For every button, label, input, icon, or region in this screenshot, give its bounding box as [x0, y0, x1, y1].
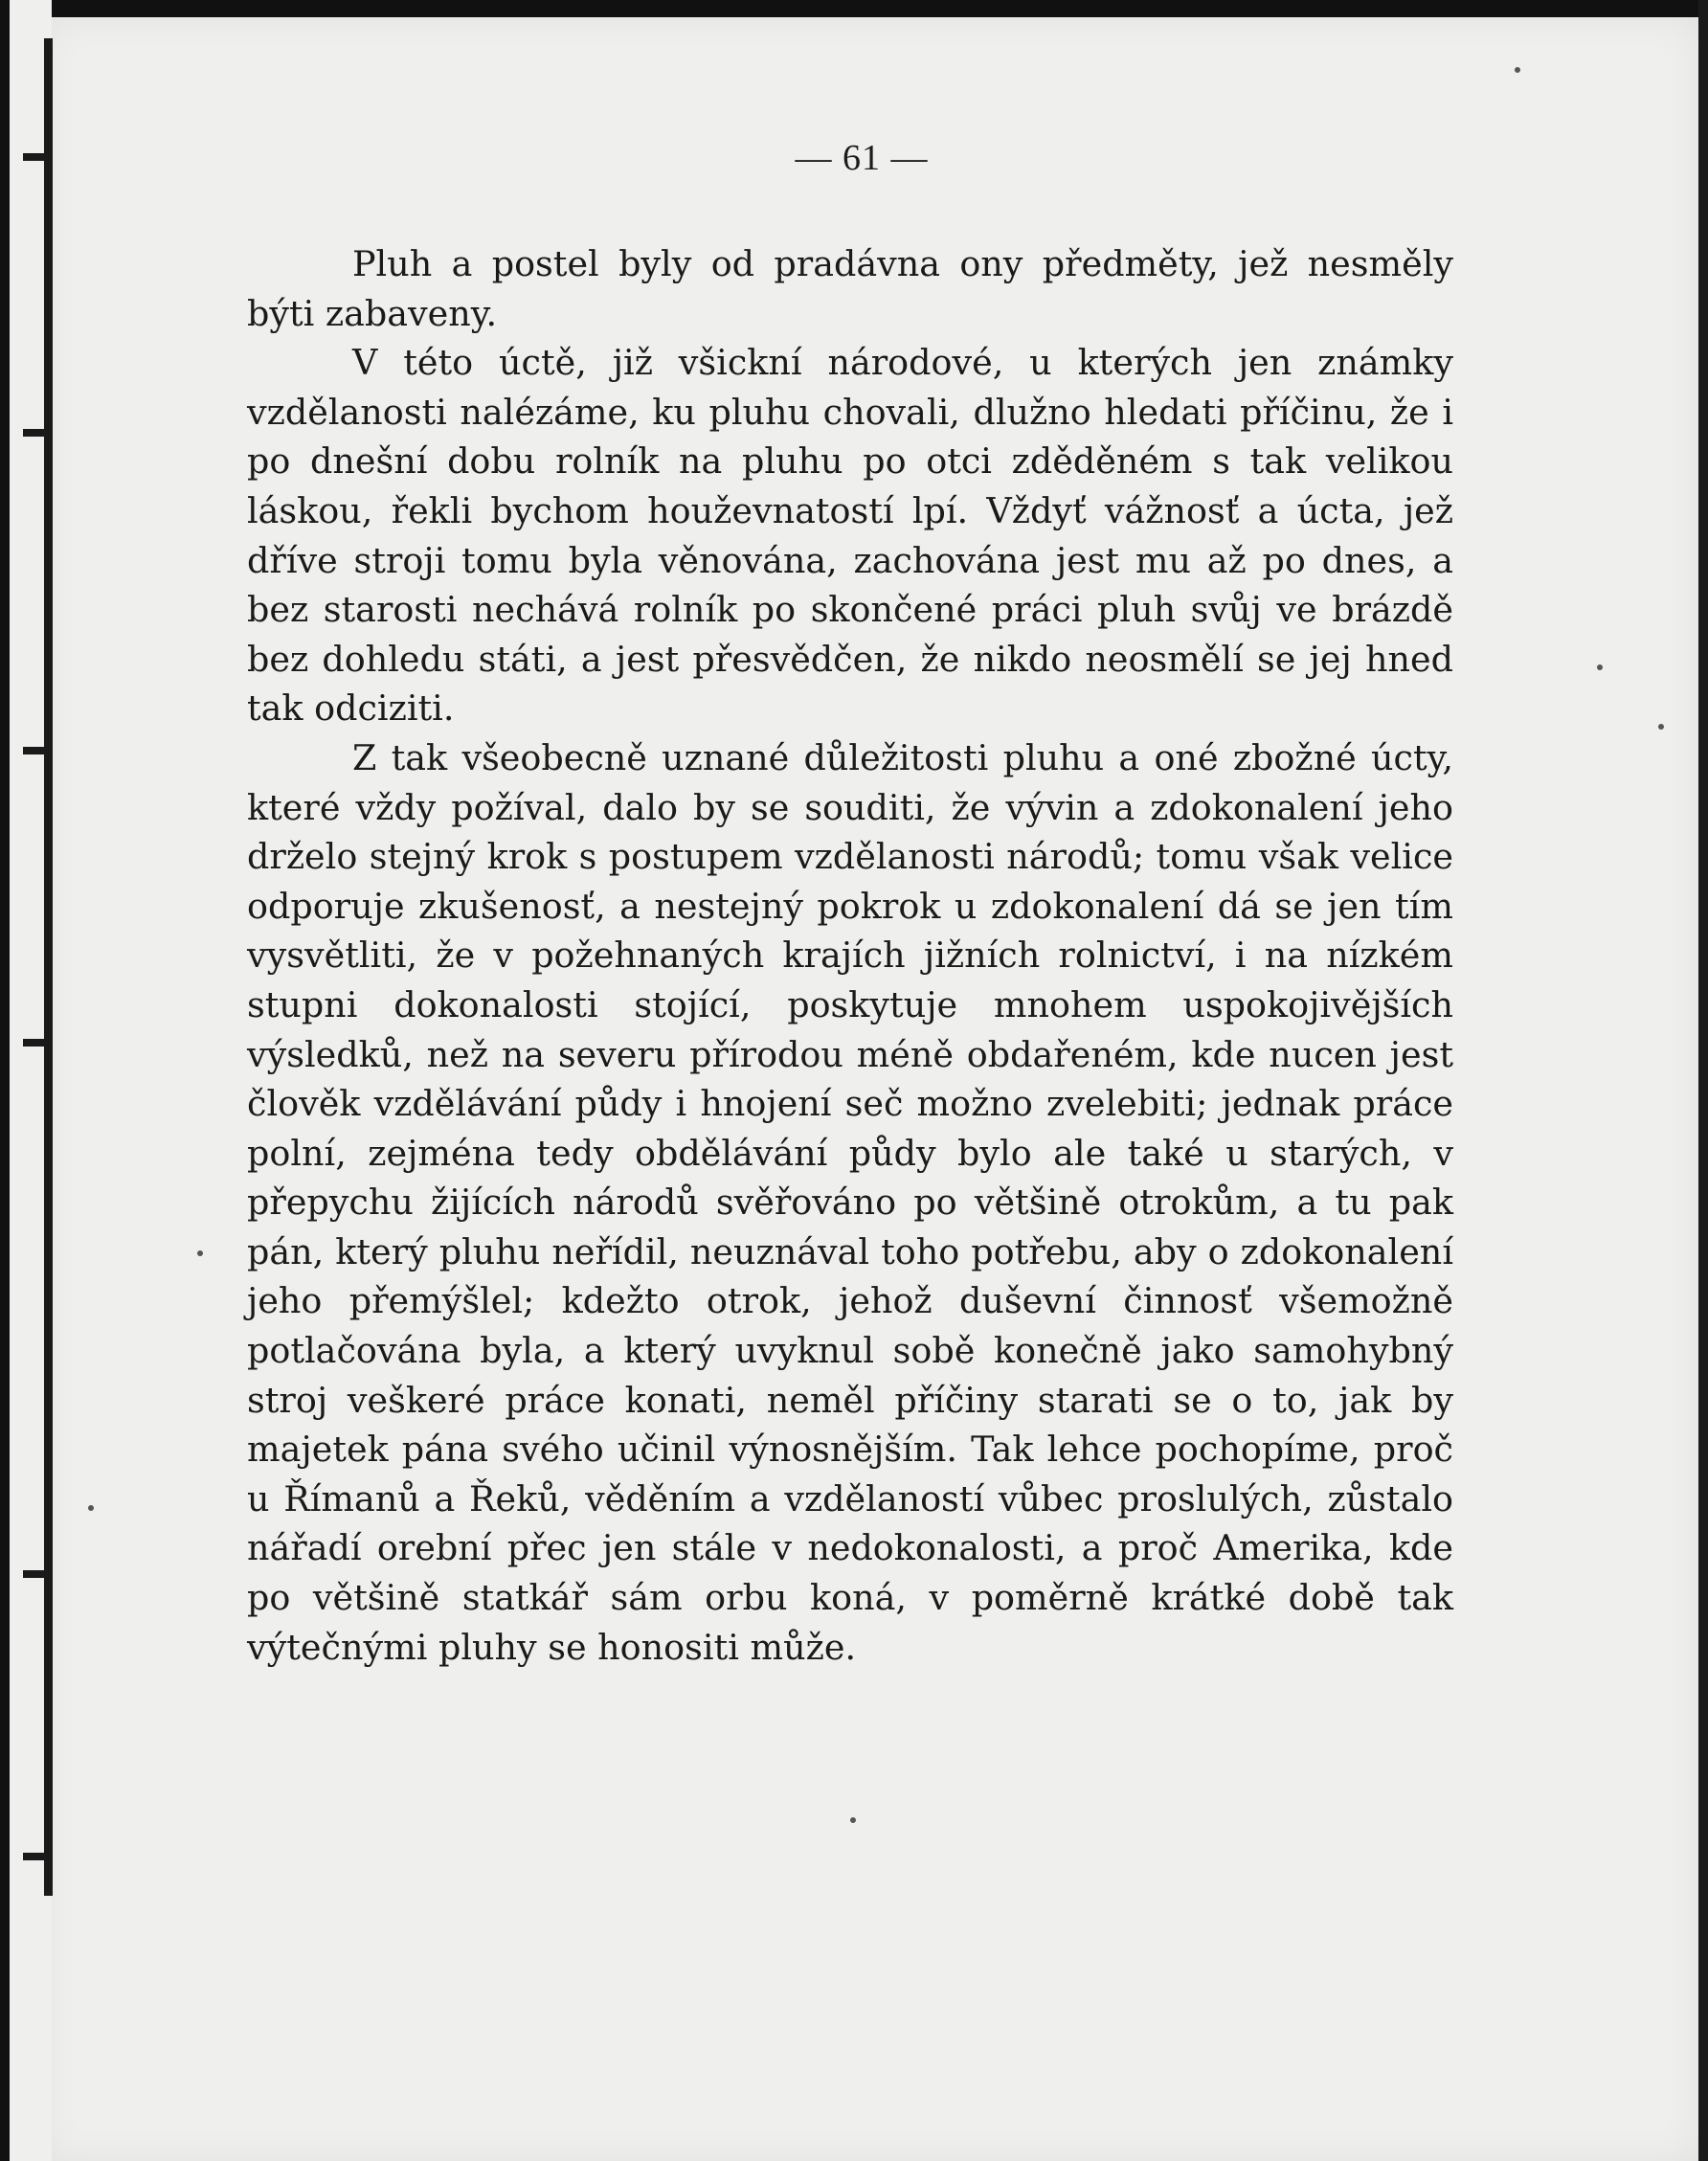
paper-speck	[1658, 724, 1664, 730]
binding-stitch-mark	[23, 1570, 50, 1578]
paragraph: V této úctě, již všickní národové, u kterých jen známky vzdělanosti nalézáme, ku pluhu chovali, dlužno hledati příčinu, že i po dnešní dobu rolník na pluhu po otci zděděném s tak velikou láskou, řekli bychom houževnatostí lpí. Vždyť vážnosť a úcta, jež dříve stroji tomu byla věnována, zachována jest mu až po dnes, a bez starosti nechává rolník po skončené práci pluh svůj ve brázdě bez dohledu státi, a jest přesvědčen, že nikdo neosmělí se jej hned tak odciziti.	[247, 342, 1453, 730]
body-text	[247, 239, 1453, 1672]
binding-stitch-mark	[23, 1039, 50, 1047]
paragraph: Pluh a postel byly od pradávna ony předměty, jež nesměly býti zabaveny.	[247, 243, 1453, 334]
paper-speck	[197, 1250, 203, 1256]
binding-spine	[10, 0, 52, 2161]
scan-top-border	[0, 0, 1708, 17]
paper-speck	[850, 1817, 856, 1823]
binding-stitch-mark	[23, 747, 50, 754]
binding-edge-line	[44, 38, 53, 1896]
binding-stitch-mark	[23, 1853, 50, 1860]
page-number: — 61 —	[795, 138, 929, 178]
binding-stitch-mark	[23, 429, 50, 437]
paper-speck	[88, 1505, 94, 1511]
paper-speck	[1515, 67, 1520, 73]
paragraph: Z tak všeobecně uznané důležitosti pluhu a oné zbožné úcty, které vždy požíval, dalo by se souditi, že vývin a zdokonalení jeho drželo stejný krok s postupem vzdělanosti národů; tomu však velice odporuje zkušenosť, a nestejný pokrok u zdokonalení dá se jen tím vysvětliti, že v požehnaných krajích jižních rolnictví, i na nízkém stupni dokonalosti stojící, poskytuje mnohem uspokojivějších výsledků, než na severu přírodou méně obdařeném, kde nucen jest člověk vzdělávání půdy i hnojení seč možno zvelebiti; jednak práce polní, zejména tedy obdělávání půdy bylo ale také u starých, v přepychu žijících národů svěřováno po většině otrokům, a tu pak pán, který pluhu neřídil, neuznával toho potřebu, aby o zdokonalení jeho přemýšlel; kdežto otrok, jehož duševní činnosť všemožně potlačována byla, a který uvyknul sobě konečně jako samohybný stroj veškeré práce konati, neměl příčiny starati se o to, jak by majetek pána svého učinil výnosnějším. Tak lehce pochopíme, proč u Římanů a Řeků, věděním a vzdělaností vůbec proslulých, zůstalo nářadí orební přec jen stále v nedokonalosti, a proč Amerika, kde po většině statkář sám orbu koná, v poměrně krátké době tak výtečnými pluhy se honositi může.	[247, 736, 1453, 1668]
paper-speck	[1597, 664, 1603, 670]
scan-right-border	[1698, 0, 1708, 2161]
